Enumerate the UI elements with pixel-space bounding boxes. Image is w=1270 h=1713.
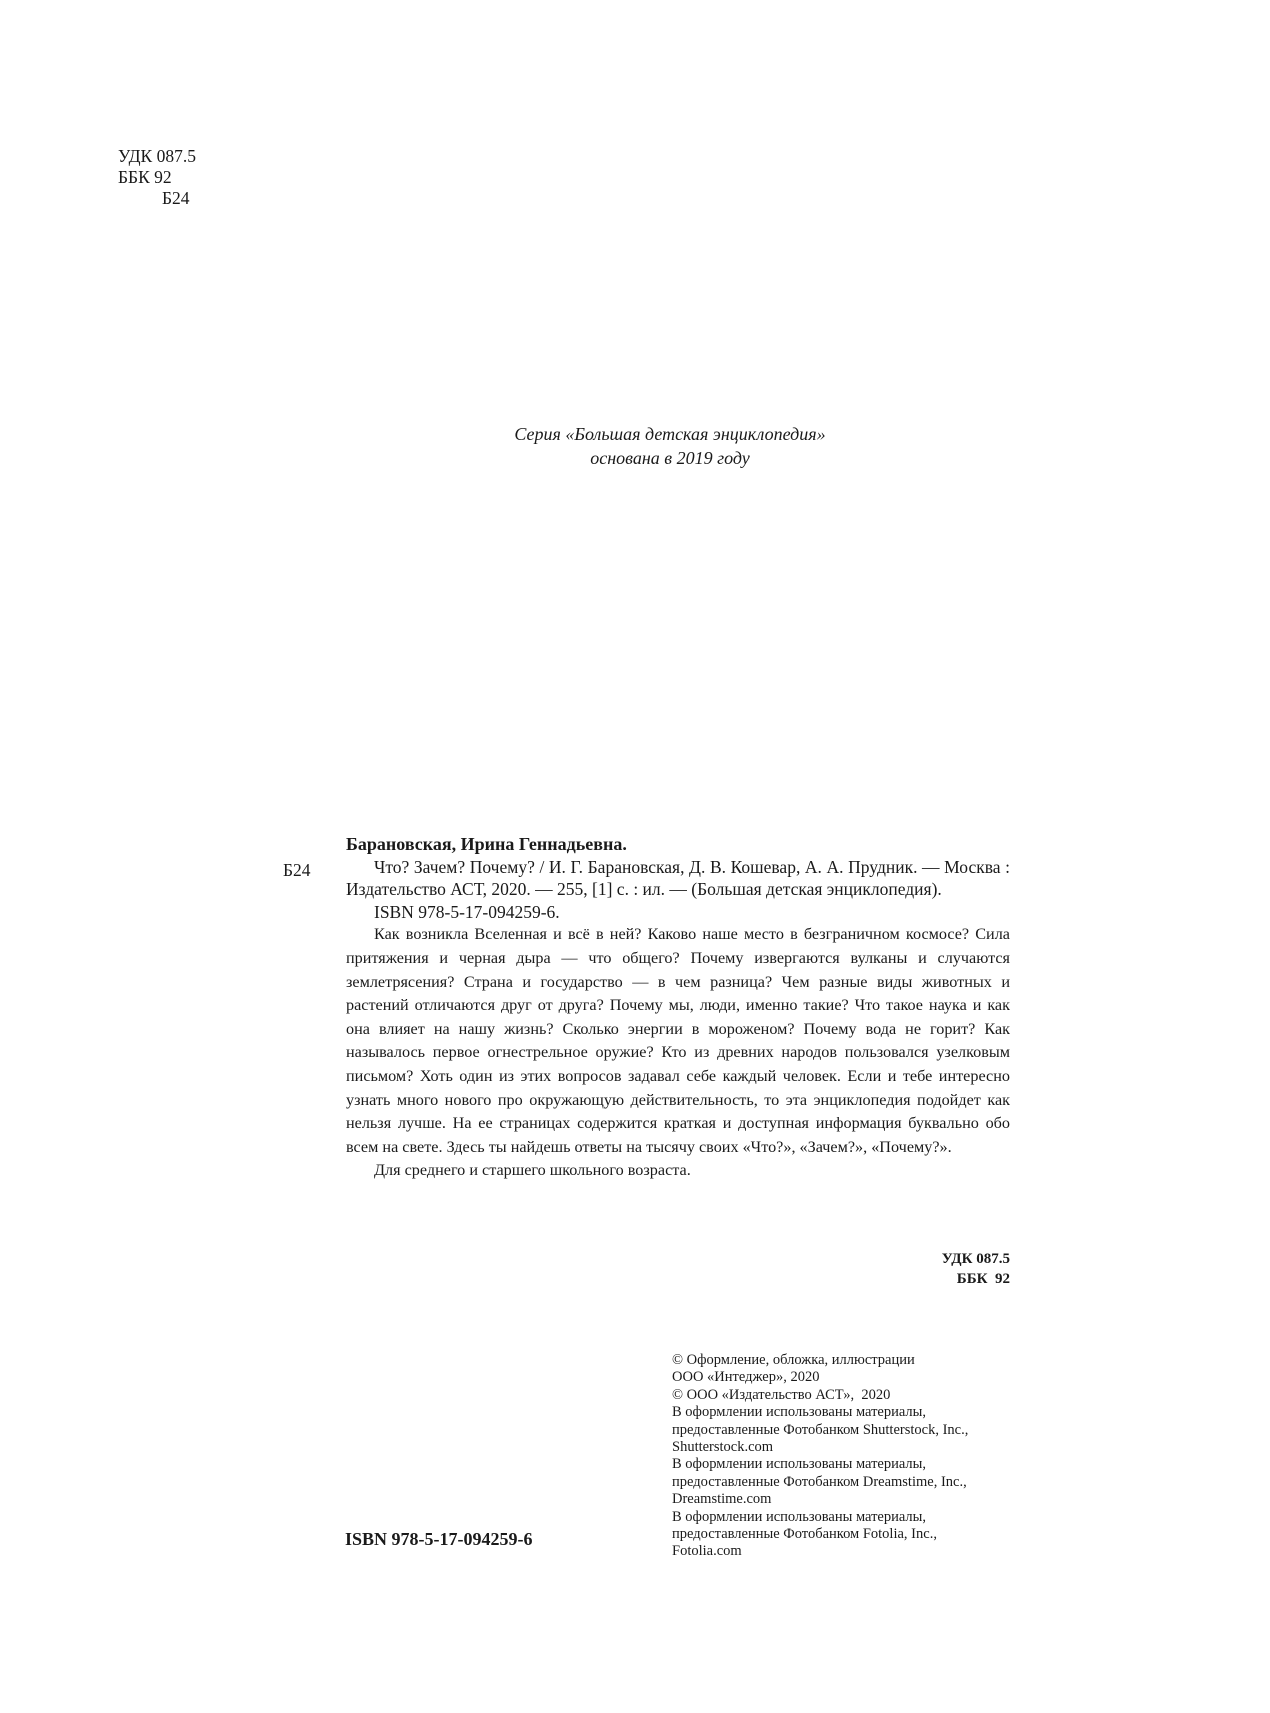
copyright-line: © ООО «Издательство АСТ», 2020 xyxy=(672,1386,891,1403)
isbn-bottom: ISBN 978-5-17-094259-6 xyxy=(345,1529,533,1549)
bibliographic-entry xyxy=(346,833,1010,1183)
audience-note: Для среднего и старшего школьного возраста. xyxy=(374,1161,691,1180)
copyright-line: предоставленные Фотобанком Dreamstime, Inc., xyxy=(672,1473,967,1490)
author-name: Барановская, Ирина Геннадьевна. xyxy=(346,834,627,854)
copyright-line: В оформлении использованы материалы, xyxy=(672,1508,927,1525)
series-line-1: Серия «Большая детская энциклопедия» xyxy=(514,424,826,444)
copyright-line: В оформлении использованы материалы, xyxy=(672,1404,927,1421)
copyright-line: © Оформление, обложка, иллюстрации xyxy=(672,1352,915,1368)
copyright-line: предоставленные Фотобанком Fotolia, Inc., xyxy=(672,1526,937,1543)
copyright-line: Shutterstock.com xyxy=(672,1439,774,1456)
side-author-mark: Б24 xyxy=(283,860,311,880)
classification-codes-bottom xyxy=(900,1249,1010,1289)
copyright-line: Fotolia.com xyxy=(672,1543,742,1560)
copyright-block xyxy=(672,1352,1032,1561)
title-info: Что? Зачем? Почему? / И. Г. Барановская, Д. В. Кошевар, А. А. Прудник. — Москва : Издательство АСТ, 2020. — 255, [1] с. : ил. — (Большая детская энциклопедия). xyxy=(346,856,1010,900)
entry-isbn: ISBN 978-5-17-094259-6. xyxy=(374,901,560,922)
udk-code: УДК 087.5 xyxy=(118,146,196,166)
series-line-2: основана в 2019 году xyxy=(590,448,750,468)
bbk-code-bottom: ББК 92 xyxy=(956,1271,1010,1287)
copyright-line: Dreamstime.com xyxy=(672,1491,772,1508)
udk-code-bottom: УДК 087.5 xyxy=(941,1251,1010,1267)
series-note xyxy=(0,422,1270,470)
copyright-line: ООО «Интеджер», 2020 xyxy=(672,1369,820,1386)
copyright-line: предоставленные Фотобанком Shutterstock, Inc., xyxy=(672,1421,969,1438)
annotation: Как возникла Вселенная и всё в ней? Каково наше место в безграничном космосе? Сила притяжения и черная дыра — что общего? Почему извергаются вулканы и случаются землетрясения? Страна и государство — в чем разница? Чем разные виды животных и растений отличаются друг от друга? Почему мы, люди, именно такие? Что такое наука и как она влияет на нашу жизнь? Сколько энергии в мороженом? Почему вода не горит? Как называлось первое огнестрельное оружие? Кто из древних народов пользовался узелковым письмом? Хоть один из этих вопросов задавал себе каждый человек. Если и тебе интересно узнать много нового про окружающую действительность, то эта энциклопедия подойдет как нельзя лучше. На ее страницах содержится краткая и доступная информация буквально обо всем на свете. Здесь ты найдешь ответы на тысячу своих «Что?», «Зачем?», «Почему?». xyxy=(346,925,1010,1156)
author-mark: Б24 xyxy=(162,188,190,208)
classification-codes-top xyxy=(118,146,196,209)
bbk-code: ББК 92 xyxy=(118,167,172,187)
copyright-line: В оформлении использованы материалы, xyxy=(672,1456,927,1473)
